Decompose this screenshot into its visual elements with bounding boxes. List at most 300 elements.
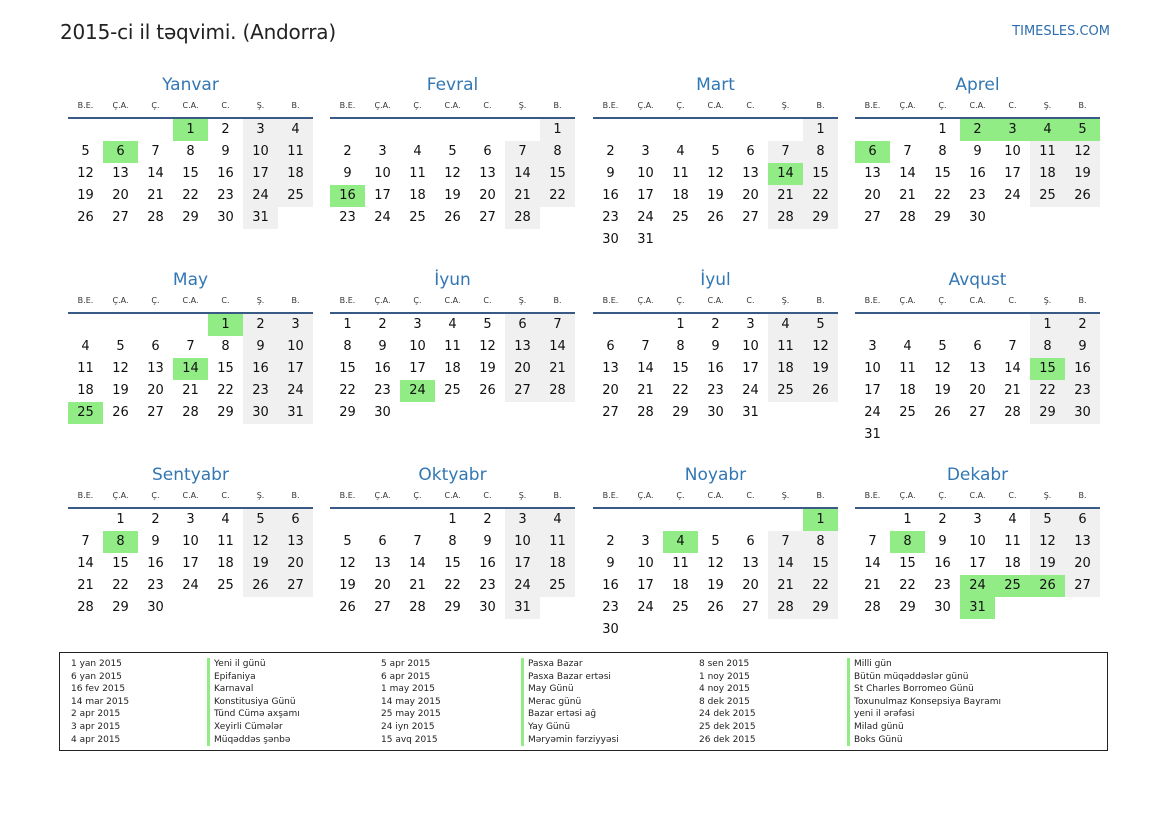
- empty-cell: [68, 314, 103, 336]
- day-cell: 21: [864, 578, 881, 593]
- day-cell: 16: [707, 361, 724, 376]
- day-cell: 9: [606, 166, 615, 181]
- legend-holiday-name: Epifaniya: [207, 671, 300, 684]
- day-cell: 26: [243, 575, 278, 597]
- day-cell: 5: [1030, 509, 1065, 531]
- day-grid: [855, 314, 1100, 446]
- day-cell: 30: [707, 405, 724, 420]
- day-cell: 13: [374, 556, 391, 571]
- day-cell: 2: [1065, 314, 1100, 336]
- weekday-label: Ç.: [676, 296, 685, 305]
- empty-cell: [138, 119, 173, 141]
- weekday-label: Ç.A.: [637, 491, 654, 500]
- day-cell: 20: [278, 553, 313, 575]
- day-grid: [593, 509, 838, 641]
- holiday-day: 31: [960, 597, 995, 619]
- day-cell: 21: [505, 185, 540, 207]
- empty-cell: [400, 119, 435, 141]
- legend-names-col-1: [207, 658, 300, 746]
- day-cell: 9: [483, 534, 492, 549]
- weekday-label: C.A.: [707, 296, 724, 305]
- day-cell: 3: [641, 144, 650, 159]
- legend-date: 14 may 2015: [381, 696, 441, 707]
- weekday-label: C.: [1008, 101, 1017, 110]
- empty-cell: [103, 314, 138, 336]
- weekday-label: Ç.A.: [112, 491, 129, 500]
- day-cell: 2: [711, 317, 720, 332]
- day-cell: 16: [602, 578, 619, 593]
- legend-holiday-name: Məryəmin fərziyyəsi: [521, 734, 619, 747]
- day-cell: 31: [243, 207, 278, 229]
- day-cell: 28: [540, 380, 575, 402]
- day-cell: 22: [217, 383, 234, 398]
- day-cell: 2: [606, 144, 615, 159]
- day-cell: 29: [672, 405, 689, 420]
- day-cell: 26: [1065, 185, 1100, 207]
- day-cell: 23: [602, 210, 619, 225]
- weekday-label: B.: [553, 296, 562, 305]
- day-cell: 28: [147, 210, 164, 225]
- legend-date: 3 apr 2015: [71, 721, 121, 732]
- day-cell: 8: [540, 141, 575, 163]
- legend-date: 5 apr 2015: [381, 659, 431, 669]
- day-cell: 26: [77, 210, 94, 225]
- weekday-label: B.E.: [602, 296, 619, 305]
- empty-cell: [400, 509, 435, 531]
- day-cell: 16: [217, 166, 234, 181]
- legend-holiday-name: Bütün müqəddəslər günü: [847, 671, 1001, 684]
- weekday-label: Ş.: [256, 491, 265, 500]
- day-cell: 7: [151, 144, 160, 159]
- weekday-label: B.E.: [864, 296, 881, 305]
- weekday-label: C.: [483, 491, 492, 500]
- holiday-day: 4: [1030, 119, 1065, 141]
- empty-cell: [365, 509, 400, 531]
- day-cell: 15: [934, 166, 951, 181]
- day-cell: 18: [278, 163, 313, 185]
- legend-date: 15 avq 2015: [381, 734, 438, 745]
- day-cell: 11: [278, 141, 313, 163]
- empty-cell: [890, 314, 925, 336]
- empty-cell: [68, 509, 103, 531]
- day-cell: 9: [151, 534, 160, 549]
- empty-cell: [855, 119, 890, 141]
- legend-holiday-name: Xeyirli Cümələr: [207, 721, 300, 734]
- legend-holiday-name: Bazar ertəsi ağ: [521, 708, 619, 721]
- weekday-label: Ç.: [676, 491, 685, 500]
- day-cell: 21: [1004, 383, 1021, 398]
- weekday-header: [68, 99, 313, 119]
- day-cell: 6: [746, 534, 755, 549]
- day-cell: 20: [969, 383, 986, 398]
- month-11: [593, 464, 838, 641]
- day-cell: 14: [147, 166, 164, 181]
- weekday-label: C.A.: [444, 491, 461, 500]
- day-cell: 28: [409, 600, 426, 615]
- legend-holiday-name: Toxunulmaz Konsepsiya Bayramı: [847, 696, 1001, 709]
- day-cell: 3: [868, 339, 877, 354]
- day-grid: [855, 119, 1100, 229]
- weekday-label: Ç.A.: [899, 296, 916, 305]
- legend-date: 26 dek 2015: [699, 734, 756, 745]
- day-cell: 29: [112, 600, 129, 615]
- brand-link[interactable]: TIMESLES.COM: [1012, 24, 1110, 39]
- day-cell: 21: [147, 188, 164, 203]
- day-cell: 15: [672, 361, 689, 376]
- day-cell: 20: [1065, 553, 1100, 575]
- weekday-label: C.: [221, 101, 230, 110]
- day-cell: 11: [768, 336, 803, 358]
- day-cell: 9: [606, 556, 615, 571]
- day-cell: 12: [707, 556, 724, 571]
- legend-holiday-name: Karnaval: [207, 683, 300, 696]
- empty-cell: [330, 509, 365, 531]
- legend-date: 1 yan 2015: [71, 659, 122, 669]
- legend-names-col-2: [521, 658, 619, 746]
- day-cell: 19: [803, 358, 838, 380]
- legend-date: 24 dek 2015: [699, 709, 756, 720]
- weekday-label: Ş.: [1043, 296, 1052, 305]
- day-cell: 6: [378, 534, 387, 549]
- month-10: [330, 464, 575, 619]
- day-cell: 7: [81, 534, 90, 549]
- weekday-label: Ç.: [413, 101, 422, 110]
- day-cell: 31: [505, 597, 540, 619]
- weekday-header: [593, 99, 838, 119]
- day-cell: 30: [934, 600, 951, 615]
- day-cell: 27: [864, 210, 881, 225]
- day-cell: 16: [969, 166, 986, 181]
- weekday-label: Ç.: [151, 296, 160, 305]
- legend-date: 16 fev 2015: [71, 684, 126, 695]
- day-cell: 22: [112, 578, 129, 593]
- day-cell: 6: [505, 314, 540, 336]
- holiday-day: 1: [803, 509, 838, 531]
- day-cell: 15: [182, 166, 199, 181]
- day-cell: 23: [243, 380, 278, 402]
- day-cell: 13: [278, 531, 313, 553]
- weekday-label: B.E.: [602, 101, 619, 110]
- day-cell: 21: [899, 188, 916, 203]
- day-cell: 7: [903, 144, 912, 159]
- weekday-header: [330, 294, 575, 314]
- day-cell: 4: [221, 512, 230, 527]
- day-grid: [330, 119, 575, 229]
- day-cell: 29: [899, 600, 916, 615]
- day-cell: 15: [217, 361, 234, 376]
- empty-cell: [663, 119, 698, 141]
- day-cell: 28: [1004, 405, 1021, 420]
- weekday-label: Ç.A.: [112, 101, 129, 110]
- day-cell: 31: [864, 427, 881, 442]
- day-cell: 24: [505, 575, 540, 597]
- day-cell: 10: [243, 141, 278, 163]
- day-cell: 3: [973, 512, 982, 527]
- legend-dates-col-2: [381, 658, 441, 746]
- day-cell: 7: [186, 339, 195, 354]
- day-cell: 27: [742, 210, 759, 225]
- legend-holiday-name: Milli gün: [847, 658, 1001, 671]
- day-cell: 9: [243, 336, 278, 358]
- weekday-label: B.E.: [864, 491, 881, 500]
- day-cell: 7: [540, 314, 575, 336]
- day-cell: 4: [540, 509, 575, 531]
- day-cell: 5: [483, 317, 492, 332]
- weekday-header: [855, 294, 1100, 314]
- day-cell: 9: [938, 534, 947, 549]
- day-cell: 28: [768, 207, 803, 229]
- legend-holiday-name: Milad günü: [847, 721, 1001, 734]
- day-cell: 15: [803, 163, 838, 185]
- day-cell: 19: [707, 578, 724, 593]
- page-title: 2015-ci il təqvimi. (Andorra): [60, 20, 336, 44]
- empty-cell: [733, 119, 768, 141]
- legend-holiday-name: Tünd Cümə axşamı: [207, 708, 300, 721]
- weekday-header: [593, 294, 838, 314]
- day-cell: 10: [742, 339, 759, 354]
- weekday-label: Ş.: [518, 491, 527, 500]
- day-cell: 1: [448, 512, 457, 527]
- empty-cell: [138, 314, 173, 336]
- weekday-label: Ş.: [518, 101, 527, 110]
- day-cell: 4: [676, 144, 685, 159]
- month-name: İyul: [700, 270, 731, 290]
- day-cell: 19: [707, 188, 724, 203]
- day-cell: 8: [803, 141, 838, 163]
- day-cell: 18: [672, 188, 689, 203]
- day-cell: 24: [742, 383, 759, 398]
- day-cell: 26: [934, 405, 951, 420]
- holiday-day: 26: [1030, 575, 1065, 597]
- day-cell: 17: [182, 556, 199, 571]
- day-cell: 25: [540, 575, 575, 597]
- weekday-label: B.E.: [602, 491, 619, 500]
- legend-date: 8 dek 2015: [699, 696, 750, 707]
- day-cell: 8: [186, 144, 195, 159]
- holiday-day: 3: [995, 119, 1030, 141]
- weekday-label: B.E.: [77, 296, 94, 305]
- day-cell: 21: [768, 185, 803, 207]
- holiday-day: 14: [768, 163, 803, 185]
- day-cell: 12: [1065, 141, 1100, 163]
- day-cell: 1: [938, 122, 947, 137]
- day-cell: 23: [1065, 380, 1100, 402]
- day-cell: 4: [81, 339, 90, 354]
- day-cell: 23: [374, 383, 391, 398]
- day-cell: 21: [637, 383, 654, 398]
- weekday-label: Ç.: [676, 101, 685, 110]
- weekday-label: B.: [291, 101, 300, 110]
- day-cell: 26: [803, 380, 838, 402]
- weekday-label: B.: [1078, 296, 1087, 305]
- holiday-day: 15: [1030, 358, 1065, 380]
- day-cell: 6: [746, 144, 755, 159]
- weekday-label: Ş.: [256, 101, 265, 110]
- day-cell: 7: [1008, 339, 1017, 354]
- day-cell: 6: [1065, 509, 1100, 531]
- day-cell: 13: [112, 166, 129, 181]
- day-cell: 24: [243, 185, 278, 207]
- day-cell: 6: [483, 144, 492, 159]
- month-name: Oktyabr: [418, 465, 487, 485]
- weekday-label: Ş.: [781, 296, 790, 305]
- day-cell: 1: [540, 119, 575, 141]
- weekday-label: B.: [553, 491, 562, 500]
- day-cell: 6: [973, 339, 982, 354]
- day-cell: 28: [637, 405, 654, 420]
- empty-cell: [995, 314, 1030, 336]
- legend-holiday-name: Pasxa Bazar ertəsi: [521, 671, 619, 684]
- legend-holiday-name: Merac günü: [521, 696, 619, 709]
- day-cell: 12: [803, 336, 838, 358]
- day-cell: 18: [540, 553, 575, 575]
- day-cell: 19: [243, 553, 278, 575]
- weekday-label: B.: [1078, 101, 1087, 110]
- day-cell: 11: [1030, 141, 1065, 163]
- day-cell: 5: [711, 144, 720, 159]
- legend-holiday-name: Müqəddəs şənbə: [207, 734, 300, 747]
- day-cell: 19: [1030, 553, 1065, 575]
- day-cell: 31: [637, 232, 654, 247]
- day-cell: 30: [374, 405, 391, 420]
- empty-cell: [628, 509, 663, 531]
- day-cell: 28: [182, 405, 199, 420]
- day-cell: 25: [768, 380, 803, 402]
- empty-cell: [855, 509, 890, 531]
- day-cell: 3: [278, 314, 313, 336]
- day-cell: 3: [243, 119, 278, 141]
- day-cell: 9: [221, 144, 230, 159]
- holiday-day: 6: [103, 141, 138, 163]
- holiday-day: 5: [1065, 119, 1100, 141]
- weekday-label: C.A.: [182, 296, 199, 305]
- day-cell: 27: [742, 600, 759, 615]
- day-cell: 20: [602, 383, 619, 398]
- day-cell: 7: [505, 141, 540, 163]
- day-cell: 12: [339, 556, 356, 571]
- weekday-label: B.: [291, 296, 300, 305]
- day-cell: 18: [409, 188, 426, 203]
- day-cell: 17: [1004, 166, 1021, 181]
- weekday-label: C.A.: [969, 491, 986, 500]
- day-cell: 16: [243, 358, 278, 380]
- day-cell: 20: [374, 578, 391, 593]
- legend-date: 1 noy 2015: [699, 671, 750, 682]
- day-cell: 30: [602, 232, 619, 247]
- weekday-label: Ç.A.: [374, 491, 391, 500]
- day-cell: 10: [1004, 144, 1021, 159]
- weekday-label: Ş.: [781, 491, 790, 500]
- day-cell: 26: [339, 600, 356, 615]
- empty-cell: [663, 509, 698, 531]
- legend-date: 2 apr 2015: [71, 709, 121, 720]
- day-cell: 17: [243, 163, 278, 185]
- day-cell: 11: [540, 531, 575, 553]
- day-cell: 10: [278, 336, 313, 358]
- day-cell: 12: [444, 166, 461, 181]
- weekday-label: Ç.A.: [374, 101, 391, 110]
- day-cell: 8: [676, 339, 685, 354]
- day-cell: 10: [864, 361, 881, 376]
- day-cell: 18: [899, 383, 916, 398]
- holiday-day: 25: [995, 575, 1030, 597]
- day-cell: 12: [1030, 531, 1065, 553]
- holiday-day: 1: [173, 119, 208, 141]
- day-cell: 18: [217, 556, 234, 571]
- day-cell: 3: [186, 512, 195, 527]
- day-cell: 29: [339, 405, 356, 420]
- day-cell: 14: [540, 336, 575, 358]
- weekday-header: [855, 99, 1100, 119]
- weekday-label: B.: [291, 491, 300, 500]
- empty-cell: [330, 119, 365, 141]
- day-cell: 5: [81, 144, 90, 159]
- day-cell: 10: [409, 339, 426, 354]
- holiday-day: 14: [173, 358, 208, 380]
- day-cell: 20: [479, 188, 496, 203]
- holiday-day: 4: [663, 531, 698, 553]
- weekday-header: [330, 489, 575, 509]
- day-cell: 18: [444, 361, 461, 376]
- weekday-label: Ş.: [1043, 491, 1052, 500]
- day-cell: 20: [147, 383, 164, 398]
- day-cell: 5: [711, 534, 720, 549]
- day-cell: 25: [672, 210, 689, 225]
- month-name: Dekabr: [946, 465, 1009, 485]
- day-cell: 30: [602, 622, 619, 637]
- day-cell: 24: [637, 600, 654, 615]
- day-cell: 2: [606, 534, 615, 549]
- day-cell: 3: [413, 317, 422, 332]
- day-cell: 4: [903, 339, 912, 354]
- day-cell: 11: [672, 556, 689, 571]
- empty-cell: [470, 119, 505, 141]
- day-cell: 28: [505, 207, 540, 229]
- day-cell: 25: [672, 600, 689, 615]
- legend-date: 4 noy 2015: [699, 684, 750, 695]
- day-cell: 21: [540, 358, 575, 380]
- month-name: Mart: [696, 75, 735, 95]
- day-cell: 23: [934, 578, 951, 593]
- day-cell: 11: [899, 361, 916, 376]
- day-cell: 18: [77, 383, 94, 398]
- weekday-label: Ç.: [938, 491, 947, 500]
- day-cell: 25: [409, 210, 426, 225]
- day-cell: 9: [378, 339, 387, 354]
- day-cell: 15: [540, 163, 575, 185]
- day-cell: 19: [479, 361, 496, 376]
- day-cell: 9: [973, 144, 982, 159]
- day-cell: 5: [448, 144, 457, 159]
- day-cell: 24: [278, 380, 313, 402]
- day-cell: 22: [934, 188, 951, 203]
- weekday-header: [855, 489, 1100, 509]
- day-cell: 31: [278, 402, 313, 424]
- legend-date: 4 apr 2015: [71, 734, 121, 745]
- day-cell: 27: [1065, 575, 1100, 597]
- weekday-header: [68, 489, 313, 509]
- day-cell: 30: [243, 402, 278, 424]
- weekday-label: B.E.: [77, 101, 94, 110]
- weekday-header: [68, 294, 313, 314]
- month-name: Aprel: [955, 75, 1000, 95]
- weekday-label: Ş.: [518, 296, 527, 305]
- legend-holiday-name: Yeni il günü: [207, 658, 300, 671]
- month-12: [855, 464, 1100, 619]
- legend-date: 1 may 2015: [381, 684, 435, 695]
- day-cell: 1: [1030, 314, 1065, 336]
- day-cell: 30: [969, 210, 986, 225]
